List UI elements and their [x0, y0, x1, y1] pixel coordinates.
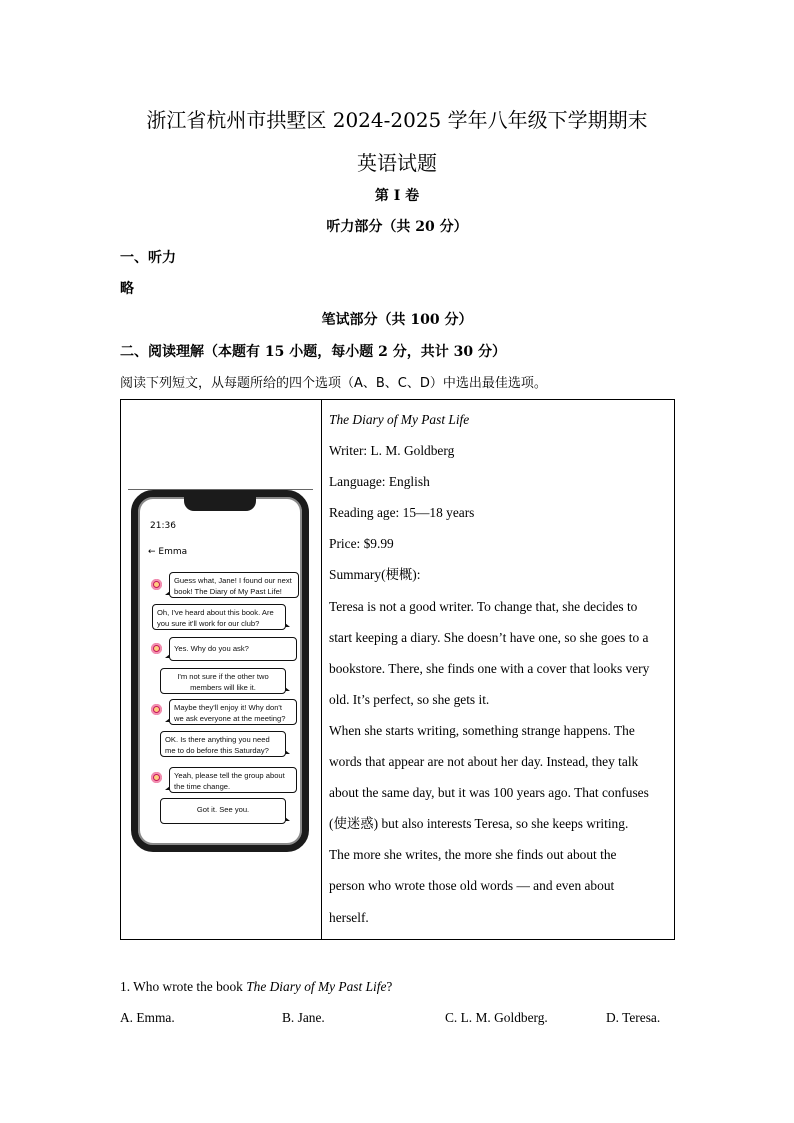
question-stem-before: 1. Who wrote the book: [120, 979, 247, 994]
part1-heading: 一、听力: [120, 250, 176, 266]
summary-line: Teresa is not a good writer. To change that, she decides to: [329, 598, 638, 614]
option-b[interactable]: B. Jane.: [282, 1010, 325, 1025]
summary-line: When she starts writing, something strange happens. The: [329, 722, 635, 738]
written-section-heading: 笔试部分（共 100 分）: [321, 312, 473, 328]
phone-time: 21:36: [150, 521, 176, 531]
summary-line: bookstore. There, she finds one with a cover that looks very: [329, 660, 650, 676]
summary-label: Summary(梗概):: [329, 567, 421, 583]
message-bubble: OK. Is there anything you need me to do before this Saturday?: [160, 731, 286, 757]
book-info: [329, 404, 649, 933]
summary-line: herself.: [329, 909, 369, 925]
message-bubble: Oh, I've heard about this book. Are you sure it'll work for our club?: [152, 604, 286, 630]
summary-line: words that appear are not about her day. Instead, they talk: [329, 754, 639, 770]
message-bubble: Got it. See you.: [160, 798, 286, 824]
summary-line: person who wrote those old words — and even about: [329, 878, 615, 894]
part2-instruction: 阅读下列短文，从每题所给的四个选项（A、B、C、D）中选出最佳选项。: [120, 376, 547, 391]
question-stem-book-title: The Diary of My Past Life: [246, 979, 387, 994]
phone-illustration: [131, 490, 309, 852]
arrow-left-icon: ←: [148, 547, 156, 557]
message-bubble: Guess what, Jane! I found our next book! The Diary of My Past Life!: [169, 572, 299, 598]
listening-section-heading: 听力部分（共 20 分）: [326, 219, 468, 235]
contact-name: Emma: [158, 547, 188, 557]
exam-title-line2: 英语试题: [357, 151, 437, 175]
chat-header: [148, 547, 187, 557]
book-title: The Diary of My Past Life: [329, 412, 470, 427]
avatar: [151, 643, 162, 654]
message-bubble: I'm not sure if the other two members will like it.: [160, 668, 286, 694]
option-d[interactable]: D. Teresa.: [606, 1010, 661, 1025]
summary-line: about the same day, but it was 100 years ago. That confuses: [329, 785, 649, 801]
book-language: Language: English: [329, 474, 430, 490]
phone-notch: [184, 495, 256, 511]
summary-line: (使迷惑) but also interests Teresa, so she keeps writing.: [329, 816, 629, 832]
summary-line: start keeping a diary. She doesn’t have one, so she goes to a: [329, 629, 649, 645]
question-stem-after: ?: [386, 979, 393, 994]
message-bubble: Maybe they'll enjoy it! Why don't we ask everyone at the meeting?: [169, 699, 297, 725]
avatar: [151, 772, 162, 783]
part1-note: 略: [120, 281, 134, 297]
question-1-stem: [120, 979, 392, 995]
exam-title-line1: 浙江省杭州市拱墅区 2024-2025 学年八年级下学期期末: [146, 108, 648, 132]
part2-heading: 二、阅读理解（本题有 15 小题，每小题 2 分，共计 30 分）: [120, 344, 506, 360]
option-c[interactable]: C. L. M. Goldberg.: [445, 1010, 548, 1025]
option-a[interactable]: A. Emma.: [120, 1010, 175, 1025]
book-price: Price: $9.99: [329, 536, 394, 552]
book-reading-age: Reading age: 15—18 years: [329, 505, 475, 521]
avatar: [151, 704, 162, 715]
message-bubble: Yes. Why do you ask?: [169, 637, 297, 661]
book-writer: Writer: L. M. Goldberg: [329, 443, 455, 459]
avatar: [151, 579, 162, 590]
volume-label: 第 I 卷: [374, 188, 420, 204]
summary-line: The more she writes, the more she finds out about the: [329, 847, 617, 863]
message-bubble: Yeah, please tell the group about the time change.: [169, 767, 297, 793]
summary-line: old. It’s perfect, so she gets it.: [329, 691, 490, 707]
